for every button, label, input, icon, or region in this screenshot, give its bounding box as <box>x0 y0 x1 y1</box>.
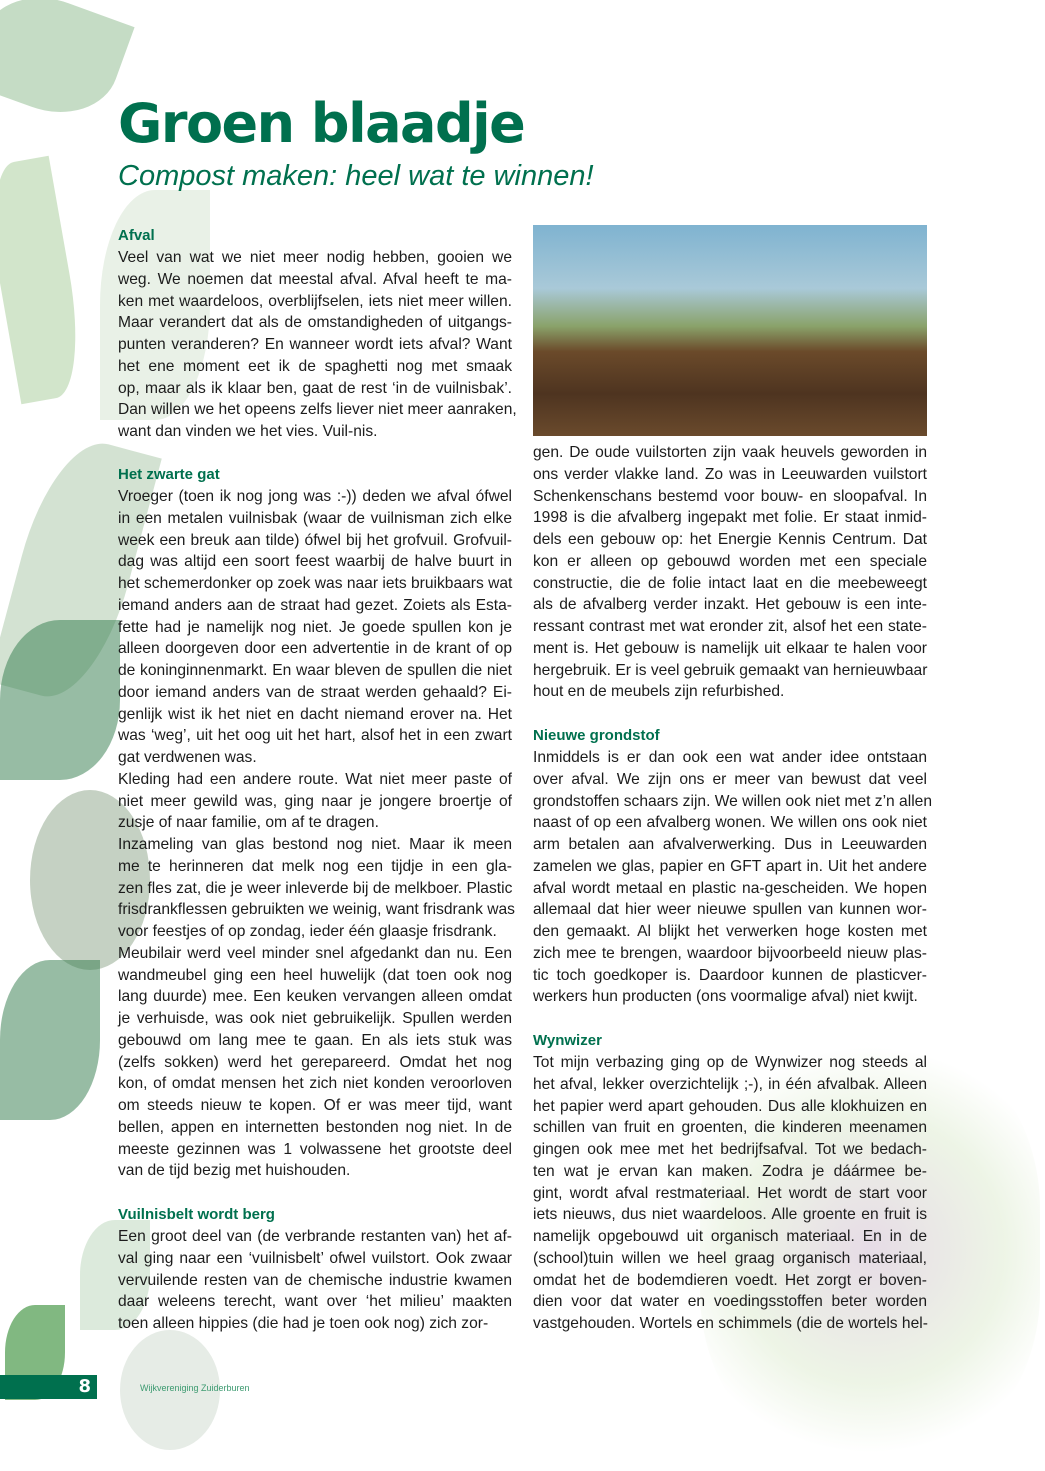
page-title: Groen blaadje <box>118 92 525 155</box>
text-line: gen. De oude vuilstorten zijn vaak heuvels geworden in <box>533 444 927 461</box>
text-line: den gemaakt. Al blijkt het verwerken hoge kosten met <box>533 923 927 940</box>
leaf-decoration <box>0 960 100 1120</box>
page-subtitle: Compost maken: heel wat te winnen! <box>118 160 594 192</box>
text-line: schillen van fruit en groenten, die kinderen meenamen <box>533 1119 927 1137</box>
text-line: grondstoffen schaars zijn. We willen ook niet met z’n allen <box>533 792 933 810</box>
publisher-name: Wijkvereniging Zuiderburen <box>140 1383 250 1393</box>
text-line: lang duurde) mee. Een keuken vervangen alleen omdat <box>118 988 512 1006</box>
text-line: val ging naar een ‘vuilnisbelt’ ofwel vuilstort. Ook zwaar <box>118 1249 512 1267</box>
text-line: Kleding had een andere route. Wat niet meer paste of <box>118 770 512 788</box>
text-line: afval wordt metaal en plastic na-gescheiden. We hopen <box>533 879 927 897</box>
text-line: Tot mijn verbazing ging op de Wynwizer nog steeds al <box>533 1054 927 1071</box>
text-line: Vroeger (toen ik nog jong was :-)) deden we afval ófwel <box>118 488 512 505</box>
text-line: arm betalen aan afvalverwerking. Dus in Leeuwarden <box>533 836 927 853</box>
text-line: Een groot deel van (de verbrande restanten van) het af- <box>118 1228 512 1245</box>
text-line: het afval, lekker overzichtelijk ;-), in één afvalbak. Alleen <box>533 1075 927 1093</box>
text-line: bellen, appen en internetten bestonden nog niet. In de <box>118 1118 512 1136</box>
text-line: voor feestjes of op zondag, ieder één glaasje frisdrank. <box>118 923 497 940</box>
text-line: Veel van wat we niet meer nodig hebben, gooien we <box>118 249 512 266</box>
text-line: genlijk wist ik het niet en dacht niemand erover na. Het <box>118 705 512 723</box>
leaf-decoration <box>0 156 90 405</box>
text-line: allemaal dat hier weer nieuwe spullen van kunnen wor- <box>533 901 927 919</box>
section-het-zwarte-gat <box>118 464 515 1182</box>
section-heading: Het zwarte gat <box>118 466 220 483</box>
text-line: Inzameling van glas bestond nog niet. Maar ik meen <box>118 836 512 853</box>
text-line: tic toch goedkoper is. Daardoor kunnen de plasticver- <box>533 966 927 984</box>
text-line: als de afvalberg verder inzakt. Het gebouw is een inte- <box>533 596 927 614</box>
text-line: omdat het de bodemdieren voedt. Het zorgt er boven- <box>533 1271 927 1289</box>
text-line: (school)tuin willen we heel graag organisch materiaal, <box>533 1249 927 1267</box>
text-line: gebouwd om lang mee te gaan. En als iets stuk was <box>118 1031 512 1049</box>
text-line: over afval. We zijn ons er meer van bewust dat veel <box>533 770 927 788</box>
text-line: fette had je namelijk nog niet. Je goede spullen kon je <box>118 618 512 636</box>
section-wynwizer <box>533 1030 927 1335</box>
section-vuilnisbelt-wordt-berg <box>118 1204 512 1335</box>
text-line: vastgehouden. Wortels en schimmels (die de wortels hel- <box>533 1315 928 1332</box>
text-line: zen fles zat, die je weer inleverde bij de melkboer. Plastic <box>118 879 513 897</box>
text-line: vervuilende resten van de chemische industrie kwamen <box>118 1271 512 1289</box>
text-line: het schemerdonker op zoek was naar iets bruikbaars wat <box>118 575 513 592</box>
page-number: 8 <box>0 1375 97 1399</box>
text-line: daar weleens terecht, want over ‘het milieu’ maakten <box>118 1293 512 1311</box>
section-afval <box>118 225 517 443</box>
text-line: me te herinneren dat melk nog een tijdje in een gla- <box>118 857 512 875</box>
text-line: je verhuisde, was ook niet gebruikelijk. Spullen werden <box>118 1010 512 1027</box>
text-line: zamelen we glas, papier en GFT apart in. Uit het andere <box>533 857 927 875</box>
text-line: Dan willen we het opeens zelfs liever niet meer aanraken, <box>118 401 517 419</box>
text-line: gingen ook mee met het bedrijfsafval. Tot we bedach- <box>533 1141 927 1158</box>
text-line: zusje of naar familie, om af te dragen. <box>118 814 379 832</box>
text-line: week een breuk aan tilde) ófwel bij het grofvuil. Grofvuil- <box>118 531 512 549</box>
compost-illustration-image <box>533 225 927 436</box>
text-line: op, maar als ik klaar ben, gaat de rest ‘in de vuilnisbak’. <box>118 379 512 397</box>
text-line: zich mee te brengen, waardoor bijvoorbeeld nieuw plas- <box>533 944 927 962</box>
text-line: van de tijd bezig met huishouden. <box>118 1162 351 1180</box>
text-line: de koninginnenmarkt. En waar bleven de spullen die niet <box>118 662 512 679</box>
text-line: dels een gebouw op: het Energie Kennis Centrum. Dat <box>533 531 927 548</box>
text-line: hergebruik. Er is veel gebruik gemaakt van hernieuwbaar <box>533 661 928 679</box>
text-line: gint, wordt afval restmateriaal. Het wordt de start voor <box>533 1184 927 1202</box>
text-line: 1998 is die afvalberg ingepakt met folie. Er staat inmid- <box>533 509 927 527</box>
text-line: ten wat je ervan kan maken. Zodra je dáármee be- <box>533 1162 927 1180</box>
text-line: kon er alleen op gebouwd worden met een speciale <box>533 552 927 570</box>
text-line: kon, of omdat mensen het zich niet konden veroorloven <box>118 1075 512 1093</box>
text-line: ken met waardeloos, overblijfselen, iets niet meer willen. <box>118 292 512 310</box>
text-line: het papier werd apart gehouden. Dus alle klokhuizen en <box>533 1097 927 1115</box>
section-heading: Afval <box>118 227 155 244</box>
text-line: toen alleen hippies (die had je toen ook nog) zich zor- <box>118 1315 489 1332</box>
text-line: weg. We noemen dat meestal afval. Afval heeft te ma- <box>118 270 512 288</box>
text-line: alleen doorgeven door een advertentie in de krant of op <box>118 640 512 658</box>
section-nieuwe-grondstof <box>533 725 933 1008</box>
text-line: het ene moment eet ik de spaghetti nog met smaak <box>118 357 512 375</box>
text-line: werkers hun producten (ons voormalige afval) niet kwijt. <box>533 988 918 1006</box>
text-line: door iemand anders van de straat werden gehaald? Ei- <box>118 683 512 701</box>
text-line: (zelfs sokken) werd het gerepareerd. Omdat het nog <box>118 1053 512 1071</box>
text-line: punten veranderen? En wanneer wordt iets afval? Want <box>118 336 512 353</box>
text-line: om steeds nieuw te kopen. Of er was meer tijd, want <box>118 1097 512 1114</box>
text-line: gat verdwenen was. <box>118 749 257 766</box>
text-line: niet meer gewild was, ging naar je jongere broertje of <box>118 792 512 810</box>
text-line: frisdrankflessen gebruikten we weinig, want frisdrank was <box>118 901 515 919</box>
section-heading: Nieuwe grondstof <box>533 727 660 744</box>
text-line: Maar verandert dat als de omstandigheden of uitgangs- <box>118 314 512 332</box>
text-line: Inmiddels is er dan ook een wat ander idee ontstaan <box>533 749 927 766</box>
text-line: ons verder vlakke land. Zo was in Leeuwarden vuilstort <box>533 465 927 483</box>
text-line: naast of op een afvalberg wonen. We willen ons ook niet <box>533 814 927 832</box>
text-line: wandmeubel ging een heel huwelijk (dat toen ook nog <box>118 966 512 984</box>
text-line: constructie, die de folie intact laat en die meebeweegt <box>533 574 927 592</box>
text-line: hout en de meubels zijn refurbished. <box>533 683 785 701</box>
text-line: ment is. Het gebouw is namelijk uit elkaar te halen voor <box>533 639 927 657</box>
text-line: Schenkenschans bestemd voor bouw- en sloopafval. In <box>533 487 927 505</box>
leaf-decoration <box>0 0 135 131</box>
text-line: was ‘weg’, uit het oog uit het hart, alsof het in een zwart <box>118 727 512 745</box>
text-line: dag was altijd een soort feest waarbij de halve buurt in <box>118 553 512 571</box>
section-heading: Wynwizer <box>533 1032 602 1049</box>
text-line: Meubilair werd veel minder snel afgedankt dan nu. Een <box>118 944 512 962</box>
section-heading: Vuilnisbelt wordt berg <box>118 1206 275 1223</box>
text-line: ressant contrast met wat eronder zit, alsof het een state- <box>533 618 927 635</box>
text-line: namelijk opgebouwd uit organisch materiaal. En in de <box>533 1228 927 1245</box>
text-line: meeste gezinnen was 1 volwassene het grootste deel <box>118 1140 512 1158</box>
section-vuilnisbelt-continued <box>533 442 927 703</box>
leaf-decoration <box>0 620 120 780</box>
text-line: iets nieuws, dus niet waardeloos. Alle groente en fruit is <box>533 1206 927 1224</box>
text-line: iemand anders aan de straat had gezet. Zoiets als Esta- <box>118 596 512 614</box>
text-line: in een metalen vuilnisbak (waar de vuilnisman zich elke <box>118 509 512 527</box>
text-line: want dan vinden we het vies. Vuil-nis. <box>118 423 378 440</box>
text-line: dien voor dat water en voedingsstoffen beter worden <box>533 1293 927 1311</box>
